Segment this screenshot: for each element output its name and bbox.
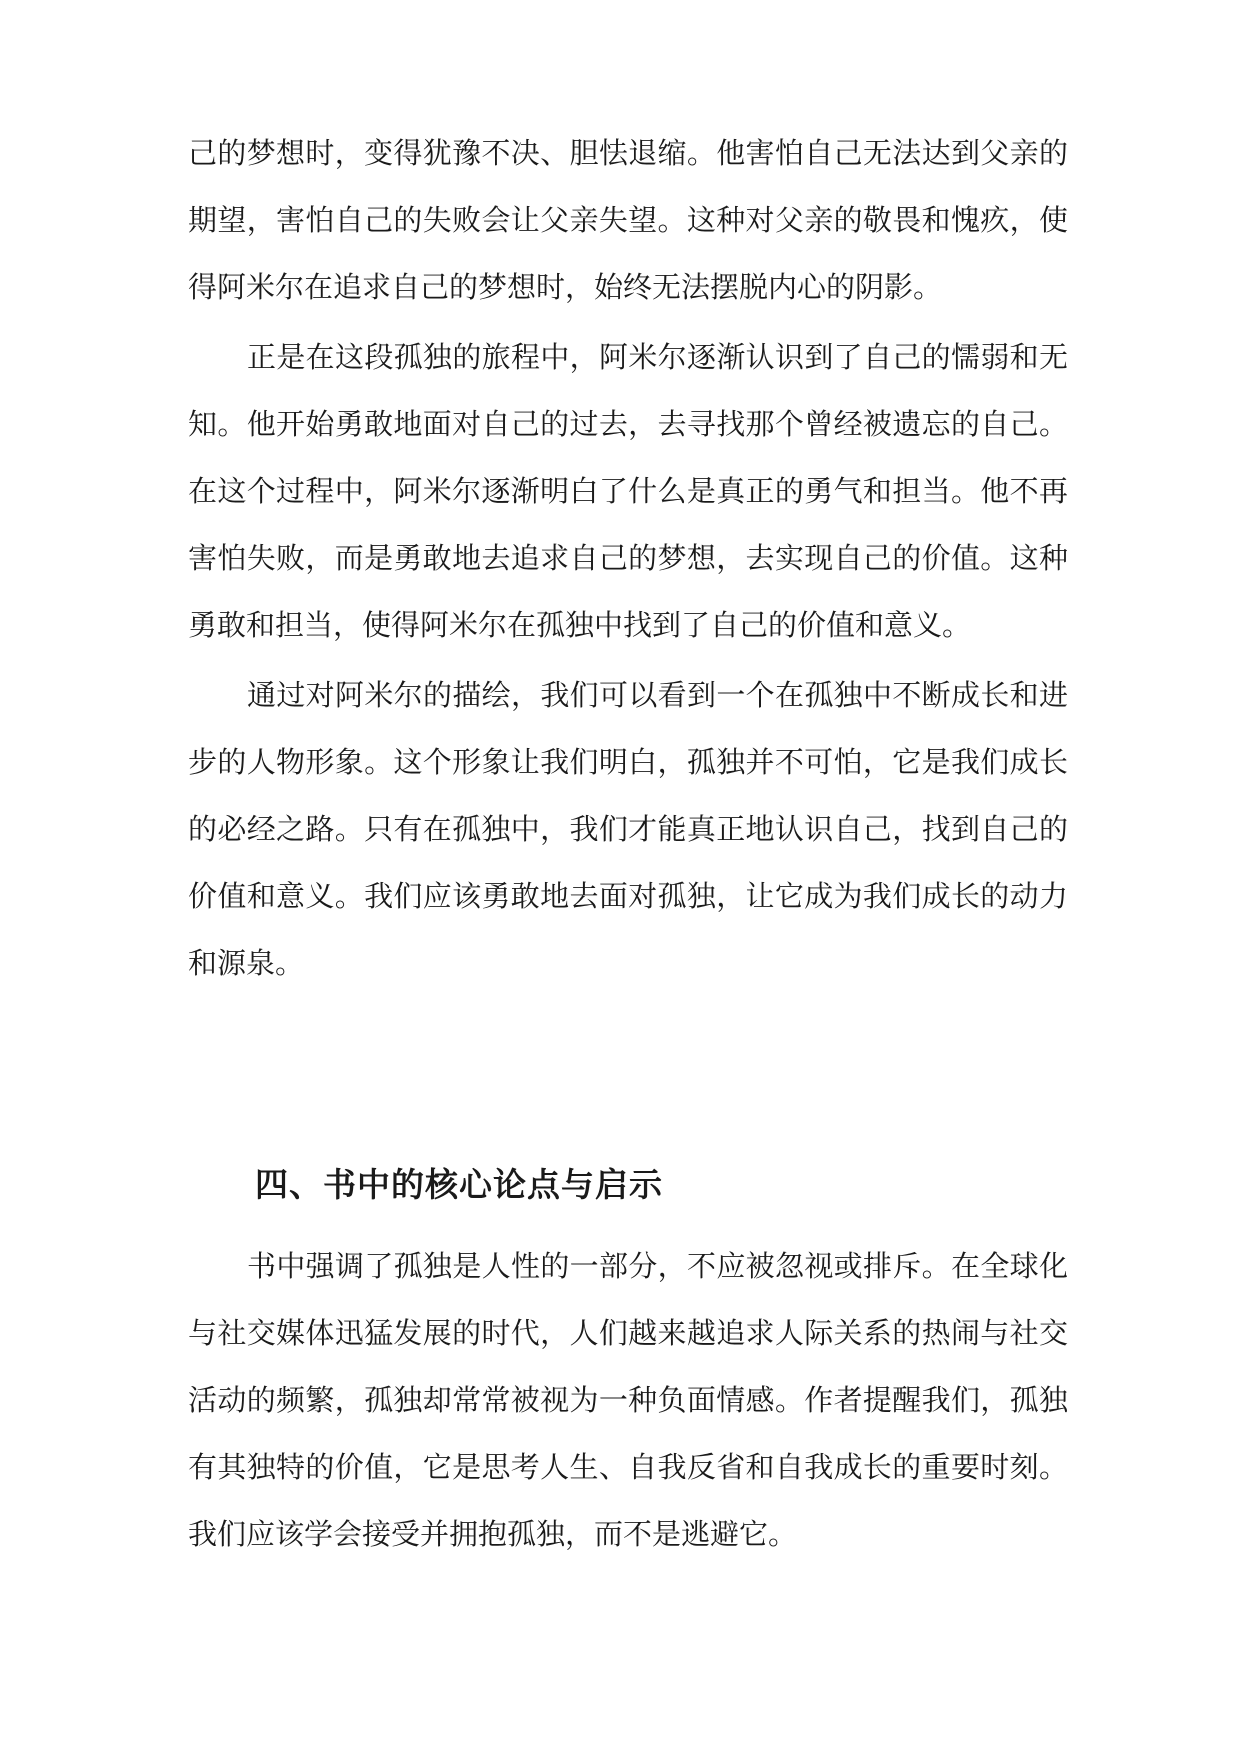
text-line: 书中强调了孤独是人性的一部分，不应被忽视或排斥。在全球化 <box>247 1249 1068 1283</box>
text-line: 步的人物形象。这个形象让我们明白，孤独并不可怕，它是我们成长 <box>188 745 1068 779</box>
section-heading: 四、书中的核心论点与启示 <box>255 1165 663 1204</box>
text-line: 期望，害怕自己的失败会让父亲失望。这种对父亲的敬畏和愧疚，使 <box>188 203 1068 237</box>
text-line: 正是在这段孤独的旅程中，阿米尔逐渐认识到了自己的懦弱和无 <box>247 340 1068 374</box>
text-line: 勇敢和担当，使得阿米尔在孤独中找到了自己的价值和意义。 <box>188 608 972 642</box>
text-line: 通过对阿米尔的描绘，我们可以看到一个在孤独中不断成长和进 <box>247 678 1068 712</box>
text-line: 价值和意义。我们应该勇敢地去面对孤独，让它成为我们成长的动力 <box>188 879 1068 913</box>
text-line: 害怕失败，而是勇敢地去追求自己的梦想，去实现自己的价值。这种 <box>188 541 1068 575</box>
text-line: 活动的频繁，孤独却常常被视为一种负面情感。作者提醒我们，孤独 <box>188 1383 1068 1417</box>
text-line: 知。他开始勇敢地面对自己的过去，去寻找那个曾经被遗忘的自己。 <box>188 407 1068 441</box>
text-line: 得阿米尔在追求自己的梦想时，始终无法摆脱内心的阴影。 <box>188 270 943 304</box>
text-line: 在这个过程中，阿米尔逐渐明白了什么是真正的勇气和担当。他不再 <box>188 474 1068 508</box>
text-line: 我们应该学会接受并拥抱孤独，而不是逃避它。 <box>188 1517 798 1551</box>
text-line: 的必经之路。只有在孤独中，我们才能真正地认识自己，找到自己的 <box>188 812 1068 846</box>
text-line: 有其独特的价值，它是思考人生、自我反省和自我成长的重要时刻。 <box>188 1450 1068 1484</box>
text-line: 和源泉。 <box>188 946 305 980</box>
text-line: 己的梦想时，变得犹豫不决、胆怯退缩。他害怕自己无法达到父亲的 <box>188 136 1068 170</box>
text-line: 与社交媒体迅猛发展的时代，人们越来越追求人际关系的热闹与社交 <box>188 1316 1068 1350</box>
